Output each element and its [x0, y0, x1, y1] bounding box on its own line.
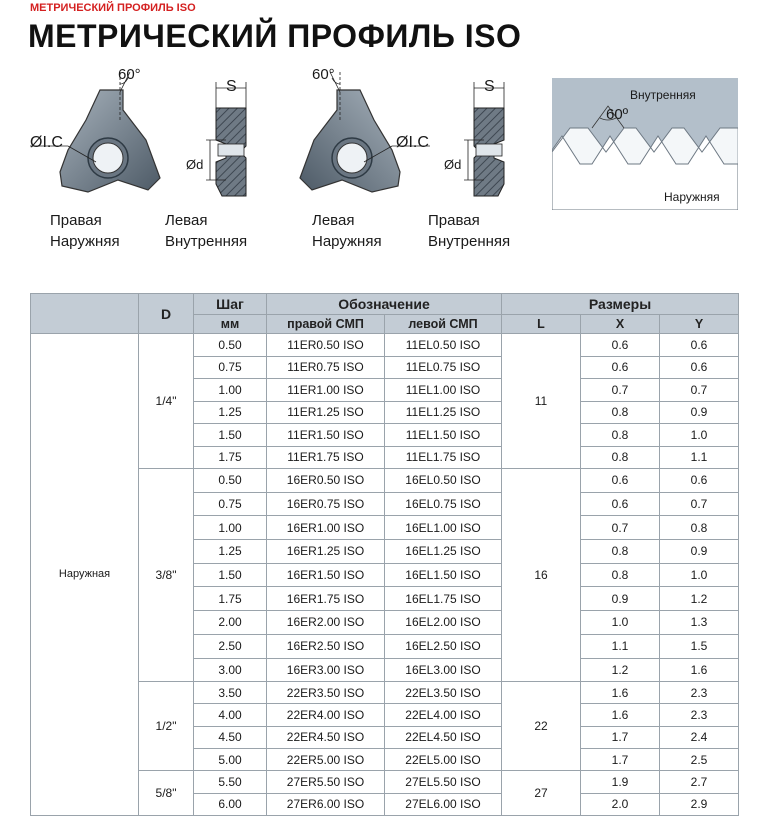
- pitch-cell: 5.50: [194, 771, 267, 793]
- x-cell: 1.6: [581, 704, 660, 726]
- right-cell: 16ER1.50 ISO: [267, 563, 385, 587]
- l-cell: 27: [502, 771, 581, 816]
- caption-line: Наружняя: [50, 233, 120, 250]
- left-cell: 16EL1.75 ISO: [385, 587, 502, 611]
- pitch-cell: 1.00: [194, 379, 267, 402]
- right-cell: 27ER5.50 ISO: [267, 771, 385, 793]
- x-cell: 0.8: [581, 446, 660, 469]
- right-cell: 22ER4.50 ISO: [267, 726, 385, 748]
- y-cell: 0.7: [660, 492, 739, 516]
- caption-line: Внутренняя: [428, 233, 511, 250]
- l-cell: 22: [502, 682, 581, 771]
- x-cell: 0.7: [581, 516, 660, 540]
- pitch-cell: 5.00: [194, 749, 267, 771]
- d-label-2: Ød: [444, 157, 462, 172]
- d-cell: 1/4": [139, 334, 194, 469]
- pitch-cell: 3.00: [194, 658, 267, 682]
- caption-right-external: [50, 210, 120, 252]
- y-cell: 1.0: [660, 424, 739, 447]
- header-left: левой СМП: [385, 315, 502, 334]
- ic-label-1: ØI.C: [30, 134, 63, 151]
- x-cell: 0.9: [581, 587, 660, 611]
- y-cell: 0.8: [660, 516, 739, 540]
- left-cell: 16EL3.00 ISO: [385, 658, 502, 682]
- caption-right-internal: [428, 210, 510, 252]
- right-cell: 11ER1.50 ISO: [267, 424, 385, 447]
- left-cell: 16EL0.50 ISO: [385, 469, 502, 493]
- x-cell: 1.1: [581, 634, 660, 658]
- thread-inner-label: Внутренняя: [630, 88, 696, 102]
- y-cell: 0.6: [660, 356, 739, 379]
- y-cell: 1.1: [660, 446, 739, 469]
- ic-label-2: ØI.C: [396, 134, 429, 151]
- right-cell: 22ER4.00 ISO: [267, 704, 385, 726]
- right-cell: 22ER5.00 ISO: [267, 749, 385, 771]
- table-row: [31, 334, 739, 357]
- pitch-cell: 1.00: [194, 516, 267, 540]
- left-cell: 27EL5.50 ISO: [385, 771, 502, 793]
- pitch-cell: 1.25: [194, 540, 267, 564]
- left-cell: 16EL2.00 ISO: [385, 611, 502, 635]
- d-label-1: Ød: [186, 157, 204, 172]
- header-type: [31, 294, 139, 334]
- supertitle: МЕТРИЧЕСКИЙ ПРОФИЛЬ ISO: [30, 2, 196, 14]
- y-cell: 1.3: [660, 611, 739, 635]
- y-cell: 0.6: [660, 334, 739, 357]
- pitch-cell: 2.50: [194, 634, 267, 658]
- type-cell: Наружная: [31, 334, 139, 816]
- caption-line: Внутренняя: [165, 233, 248, 250]
- y-cell: 1.0: [660, 563, 739, 587]
- left-cell: 11EL0.75 ISO: [385, 356, 502, 379]
- pitch-cell: 1.50: [194, 424, 267, 447]
- x-cell: 1.7: [581, 726, 660, 748]
- y-cell: 1.2: [660, 587, 739, 611]
- right-cell: 11ER0.50 ISO: [267, 334, 385, 357]
- pitch-cell: 0.75: [194, 492, 267, 516]
- header-y: Y: [660, 315, 739, 334]
- left-cell: 22EL4.00 ISO: [385, 704, 502, 726]
- x-cell: 0.8: [581, 424, 660, 447]
- left-cell: 22EL5.00 ISO: [385, 749, 502, 771]
- header-pitch: Шаг: [194, 294, 267, 315]
- right-cell: 22ER3.50 ISO: [267, 682, 385, 704]
- y-cell: 1.6: [660, 658, 739, 682]
- insert-side-view-1: [182, 78, 262, 208]
- caption-line: Правая: [50, 212, 102, 229]
- d-cell: 1/2": [139, 682, 194, 771]
- right-cell: 16ER0.50 ISO: [267, 469, 385, 493]
- left-cell: 11EL1.00 ISO: [385, 379, 502, 402]
- pitch-cell: 6.00: [194, 793, 267, 815]
- caption-left-internal: [165, 210, 247, 252]
- x-cell: 1.7: [581, 749, 660, 771]
- x-cell: 1.0: [581, 611, 660, 635]
- caption-line: Левая: [165, 212, 208, 229]
- right-cell: 16ER0.75 ISO: [267, 492, 385, 516]
- x-cell: 0.8: [581, 401, 660, 424]
- pitch-cell: 0.50: [194, 469, 267, 493]
- pitch-cell: 1.25: [194, 401, 267, 424]
- y-cell: 0.7: [660, 379, 739, 402]
- pitch-cell: 3.50: [194, 682, 267, 704]
- left-cell: 22EL3.50 ISO: [385, 682, 502, 704]
- pitch-cell: 4.00: [194, 704, 267, 726]
- thread-angle-label: 60º: [606, 106, 629, 123]
- y-cell: 0.6: [660, 469, 739, 493]
- angle-label-2: 60°: [312, 66, 335, 83]
- left-cell: 16EL0.75 ISO: [385, 492, 502, 516]
- header-l: L: [502, 315, 581, 334]
- x-cell: 1.2: [581, 658, 660, 682]
- l-cell: 16: [502, 469, 581, 682]
- l-cell: 11: [502, 334, 581, 469]
- pitch-cell: 4.50: [194, 726, 267, 748]
- x-cell: 1.6: [581, 682, 660, 704]
- right-cell: 16ER2.00 ISO: [267, 611, 385, 635]
- y-cell: 2.9: [660, 793, 739, 815]
- x-cell: 0.6: [581, 492, 660, 516]
- right-cell: 11ER1.75 ISO: [267, 446, 385, 469]
- d-cell: 3/8": [139, 469, 194, 682]
- header-designation: Обозначение: [267, 294, 502, 315]
- d-cell: 5/8": [139, 771, 194, 816]
- right-cell: 16ER1.25 ISO: [267, 540, 385, 564]
- right-cell: 16ER3.00 ISO: [267, 658, 385, 682]
- left-cell: 16EL1.50 ISO: [385, 563, 502, 587]
- caption-left-external: [312, 210, 382, 252]
- left-cell: 22EL4.50 ISO: [385, 726, 502, 748]
- thread-outer-label: Наружняя: [664, 190, 720, 204]
- right-cell: 11ER0.75 ISO: [267, 356, 385, 379]
- y-cell: 1.5: [660, 634, 739, 658]
- right-cell: 16ER2.50 ISO: [267, 634, 385, 658]
- left-cell: 11EL0.50 ISO: [385, 334, 502, 357]
- insert-side-view-2: [440, 78, 520, 208]
- caption-line: Наружняя: [312, 233, 382, 250]
- right-cell: 27ER6.00 ISO: [267, 793, 385, 815]
- caption-line: Правая: [428, 212, 480, 229]
- y-cell: 0.9: [660, 540, 739, 564]
- left-cell: 11EL1.75 ISO: [385, 446, 502, 469]
- x-cell: 2.0: [581, 793, 660, 815]
- y-cell: 2.5: [660, 749, 739, 771]
- left-cell: 27EL6.00 ISO: [385, 793, 502, 815]
- y-cell: 2.3: [660, 704, 739, 726]
- pitch-cell: 0.50: [194, 334, 267, 357]
- pitch-cell: 1.75: [194, 446, 267, 469]
- right-cell: 16ER1.75 ISO: [267, 587, 385, 611]
- pitch-cell: 1.75: [194, 587, 267, 611]
- header-pitch-unit: мм: [194, 315, 267, 334]
- x-cell: 1.9: [581, 771, 660, 793]
- header-d: D: [139, 294, 194, 334]
- pitch-cell: 2.00: [194, 611, 267, 635]
- x-cell: 0.8: [581, 540, 660, 564]
- x-cell: 0.7: [581, 379, 660, 402]
- left-cell: 16EL2.50 ISO: [385, 634, 502, 658]
- s-label-1: S: [226, 78, 237, 95]
- page-title: МЕТРИЧЕСКИЙ ПРОФИЛЬ ISO: [28, 18, 522, 54]
- header-x: X: [581, 315, 660, 334]
- right-cell: 11ER1.25 ISO: [267, 401, 385, 424]
- x-cell: 0.6: [581, 469, 660, 493]
- left-cell: 11EL1.25 ISO: [385, 401, 502, 424]
- y-cell: 2.4: [660, 726, 739, 748]
- left-cell: 16EL1.00 ISO: [385, 516, 502, 540]
- header-right: правой СМП: [267, 315, 385, 334]
- right-cell: 11ER1.00 ISO: [267, 379, 385, 402]
- angle-label-1: 60°: [118, 66, 141, 83]
- caption-line: Левая: [312, 212, 355, 229]
- y-cell: 2.3: [660, 682, 739, 704]
- y-cell: 0.9: [660, 401, 739, 424]
- x-cell: 0.6: [581, 334, 660, 357]
- spec-table: [30, 293, 739, 816]
- pitch-cell: 0.75: [194, 356, 267, 379]
- pitch-cell: 1.50: [194, 563, 267, 587]
- x-cell: 0.8: [581, 563, 660, 587]
- header-sizes: Размеры: [502, 294, 739, 315]
- right-cell: 16ER1.00 ISO: [267, 516, 385, 540]
- s-label-2: S: [484, 78, 495, 95]
- left-cell: 11EL1.50 ISO: [385, 424, 502, 447]
- x-cell: 0.6: [581, 356, 660, 379]
- left-cell: 16EL1.25 ISO: [385, 540, 502, 564]
- y-cell: 2.7: [660, 771, 739, 793]
